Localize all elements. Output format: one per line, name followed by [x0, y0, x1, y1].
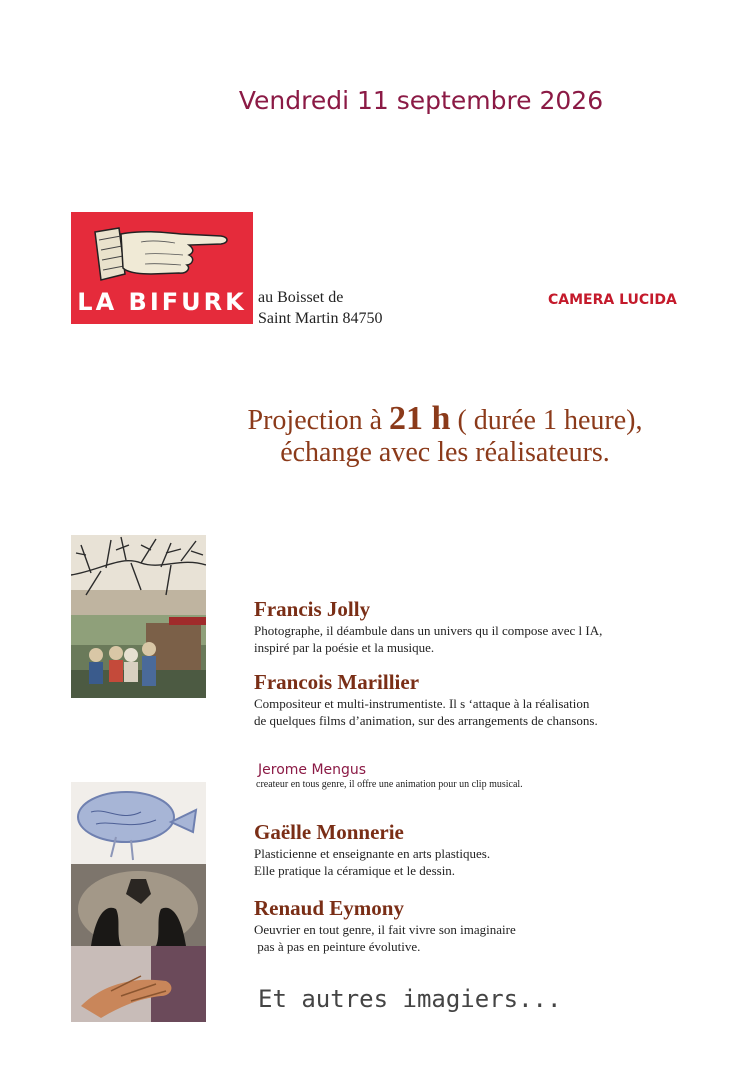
artist-name: Francois Marillier — [254, 670, 420, 694]
venue-line-1: au Boisset de — [258, 289, 344, 306]
photo-shadow-play — [71, 864, 206, 946]
projection-prefix: Projection à — [247, 405, 383, 436]
artist-description-line: inspiré par la poésie et la musique. — [254, 640, 435, 655]
projection-time: 21 h — [389, 400, 451, 437]
artist-description-line: Plasticienne et enseignante en arts plastiques. — [254, 846, 491, 861]
artist-name: Francis Jolly — [254, 597, 371, 621]
artist-renaud-eymony — [254, 896, 516, 955]
venue-address — [258, 287, 382, 329]
photo-ceramic-fish — [71, 782, 206, 864]
artist-description-line: Oeuvrier en tout genre, il fait vivre son imaginaire — [254, 922, 516, 937]
artist-description-line: pas à pas en peinture évolutive. — [254, 939, 421, 954]
venue-line-2: Saint Martin 84750 — [258, 310, 383, 327]
event-date: Vendredi 11 septembre 2026 — [238, 86, 604, 115]
logo-text: LA BIFURK — [77, 288, 247, 316]
artist-description-line: Photographe, il déambule dans un univers qu il compose avec l IA, — [254, 623, 603, 638]
projection-line-1 — [200, 400, 690, 437]
footer-text: Et autres imagiers... — [258, 985, 562, 1013]
la-bifurk-logo — [71, 212, 253, 324]
projection-suffix: ( durée 1 heure), — [457, 405, 643, 436]
photo-branches — [71, 535, 206, 615]
artist-name: Gaëlle Monnerie — [254, 820, 404, 844]
organizer-name: CAMERA LUCIDA — [548, 292, 677, 308]
projection-line-2: échange avec les réalisateurs. — [280, 437, 610, 468]
artist-description-line: Elle pratique la céramique et le dessin. — [254, 863, 456, 878]
artist-francis-jolly — [254, 597, 602, 656]
artist-description-line: Compositeur et multi-instrumentiste. Il s ‘attaque à la réalisation — [254, 696, 590, 711]
photo-illustration-people — [71, 615, 206, 698]
projection-info — [200, 400, 690, 469]
artist-description-line: createur en tous genre, il offre une animation pour un clip musical. — [256, 779, 523, 790]
artist-francois-marillier — [254, 670, 598, 729]
artist-name: Renaud Eymony — [254, 896, 404, 920]
artist-name: Jerome Mengus — [258, 762, 367, 778]
photo-hand-painting — [71, 946, 206, 1022]
artist-gaelle-monnerie — [254, 820, 490, 879]
artist-description-line: de quelques films d’animation, sur des arrangements de chansons. — [254, 713, 598, 728]
